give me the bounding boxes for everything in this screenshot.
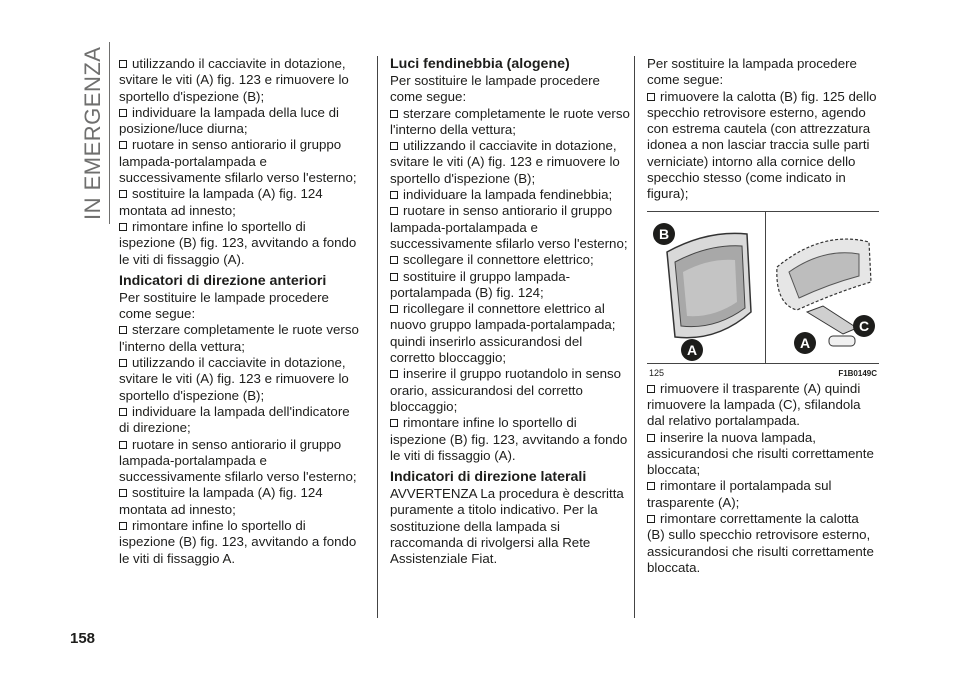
bullet-item [119,518,359,567]
page-number: 158 [70,630,96,647]
bullet-item [647,430,879,479]
figure-bottom-rule [647,363,879,364]
mirror-label-a [681,339,703,361]
checkbox-bullet-icon [647,385,655,393]
column-3 [647,56,879,576]
checkbox-bullet-icon [119,223,127,231]
checkbox-bullet-icon [119,109,127,117]
bullet-item [390,138,630,187]
lamp-bulb [829,336,855,346]
bullet-item [390,415,630,464]
checkbox-bullet-icon [119,441,127,449]
figure-illustration [647,212,879,363]
bullet-item-text: sostituire la lampada (A) fig. 124 montata ad innesto; [119,485,323,517]
bullet-item [119,219,359,268]
bullet-item-text: rimontare infine lo sportello di ispezione (B) fig. 123, avvitando a fondo le viti di fissaggio A. [119,518,357,566]
paragraph: Per sostituire le lampade procedere come segue: [119,289,329,322]
label-a-right: A [799,334,811,351]
checkbox-bullet-icon [647,515,655,523]
bullet-item-text: ruotare in senso antiorario il gruppo lampada-portalampada e successivamente sfilarlo verso l'esterno; [119,137,357,186]
bullet-item [119,485,359,518]
column-3-bottom [647,381,879,577]
checkbox-bullet-icon [390,142,398,150]
checkbox-bullet-icon [119,60,127,68]
bullet-item [390,366,630,415]
checkbox-bullet-icon [390,419,398,427]
bullet-item-text: rimontare correttamente la calotta (B) sullo specchio retrovisore esterno, assicurandosi che risulti correttamente bloccata. [647,511,874,575]
bullet-item [390,106,630,139]
figure-125 [647,211,879,379]
bullet-item-text: ruotare in senso antiorario il gruppo lampada-portalampada e successivamente sfilarlo verso l'esterno; [390,203,628,251]
bullet-item [119,56,359,105]
bullet-item [390,203,630,252]
bullet-item [119,186,359,219]
column-3-top [647,56,879,203]
checkbox-bullet-icon [119,489,127,497]
bullet-item-text: ricollegare il connettore elettrico al nuovo gruppo lampada-portalampada; quindi inserirlo assicurandosi del corretto bloccaggio; [390,301,616,366]
checkbox-bullet-icon [390,110,398,118]
checkbox-bullet-icon [390,191,398,199]
paragraph: Per sostituire le lampade procedere come segue: [390,73,600,105]
bullet-item-text: rimontare infine lo sportello di ispezione (B) fig. 123, avvitando a fondo le viti di fissaggio (A). [390,415,628,463]
label-b: B [658,225,670,242]
bullet-item-text: individuare la lampada della luce di posizione/luce diurna; [119,104,339,137]
bullet-item-text: scollegare il connettore elettrico; [403,252,594,268]
mirror-illustration [667,233,751,337]
column-1 [119,56,359,567]
checkbox-bullet-icon [119,408,127,416]
paragraph: AVVERTENZA La procedura è descritta puramente a titolo indicativo. Per la sostituzione della lampada si raccomanda di rivolgersi alla Rete Assistenziale Fiat. [390,486,624,567]
figure-code: F1B0149C [838,368,877,378]
bullet-item-text: rimuovere la calotta (B) fig. 125 dello specchio retrovisore esterno, agendo con estrema cautela (con attrezzatura idonea a non lasciar traccia sulle parti verniciate) intorno alla cornice dello specchio stesso (come indicato in figura); [647,88,877,202]
figure-number: 125 [649,367,665,378]
checkbox-bullet-icon [119,522,127,530]
bullet-item [647,89,879,203]
bullet-item-text: individuare la lampada fendinebbia; [403,187,613,203]
lamp-label-a [794,332,816,354]
bullet-item-text: inserire il gruppo ruotandolo in senso orario, assicurandosi del corretto bloccaggio; [390,366,622,414]
checkbox-bullet-icon [390,207,398,215]
bullet-item [119,105,359,138]
bullet-item [390,252,630,268]
bullet-item-text: rimontare infine lo sportello di ispezione (B) fig. 123, avvitando a fondo le viti di fissaggio (A). [119,218,357,267]
bullet-item [647,511,879,576]
section-title [80,46,110,220]
checkbox-bullet-icon [647,434,655,442]
section-heading: Indicatori di direzione anteriori [119,272,327,289]
figure-divider [765,211,766,363]
bullet-item-text: utilizzando il cacciavite in dotazione, svitare le viti (A) fig. 123 e rimuovere lo sportello d'ispezione (B); [119,56,349,104]
column-divider-2 [634,56,635,618]
bullet-item-text: sostituire la lampada (A) fig. 124 montata ad innesto; [119,186,323,218]
bullet-item-text: individuare la lampada dell'indicatore di direzione; [119,403,350,436]
checkbox-bullet-icon [390,370,398,378]
lamp-bulb-holder [807,306,857,334]
checkbox-bullet-icon [647,93,655,101]
bullet-item [390,269,630,302]
bullet-item [119,322,359,355]
checkbox-bullet-icon [119,141,127,149]
bullet-item-text: rimuovere il trasparente (A) quindi rimuovere la lampada (C), sfilandola dal relativo portalampada. [647,380,861,429]
checkbox-bullet-icon [390,305,398,313]
section-heading: Indicatori di direzione laterali [390,469,587,486]
bullet-item [119,437,359,486]
bullet-item [647,381,879,430]
mirror-label-b [653,223,675,245]
section-rule [109,42,110,224]
bullet-item-text: sterzare completamente le ruote verso l'interno della vettura; [390,105,630,137]
bullet-item [119,355,359,404]
bullet-item [390,187,630,203]
bullet-item-text: sostituire il gruppo lampada-portalampada (B) fig. 124; [390,268,571,300]
bullet-item [647,478,879,511]
checkbox-bullet-icon [119,326,127,334]
section-title-text: IN EMERGENZA [80,46,105,220]
column-divider-1 [377,56,378,618]
bullet-item-text: inserire la nuova lampada, assicurandosi che risulti correttamente bloccata; [647,429,874,478]
checkbox-bullet-icon [390,273,398,281]
bullet-item [119,137,359,186]
checkbox-bullet-icon [390,256,398,264]
lamp-label-c [853,315,875,337]
label-c: C [858,317,870,334]
bullet-item-text: ruotare in senso antiorario il gruppo lampada-portalampada e successivamente sfilarlo verso l'esterno; [119,436,357,485]
paragraph: Per sostituire la lampada procedere come segue: [647,56,857,88]
checkbox-bullet-icon [647,482,655,490]
label-a-left: A [686,341,698,358]
bullet-item-text: rimontare il portalampada sul trasparente (A); [647,478,832,510]
bullet-item-text: utilizzando il cacciavite in dotazione, svitare le viti (A) fig. 123 e rimuovere lo sportello d'ispezione (B); [390,138,620,186]
bullet-item [390,301,630,366]
bullet-item-text: utilizzando il cacciavite in dotazione, svitare le viti (A) fig. 123 e rimuovere lo sportello d'ispezione (B); [119,355,349,403]
checkbox-bullet-icon [119,190,127,198]
bullet-item [119,404,359,437]
column-2 [390,56,630,568]
checkbox-bullet-icon [119,359,127,367]
section-heading: Luci fendinebbia (alogene) [390,56,570,72]
bullet-item-text: sterzare completamente le ruote verso l'interno della vettura; [119,322,359,354]
